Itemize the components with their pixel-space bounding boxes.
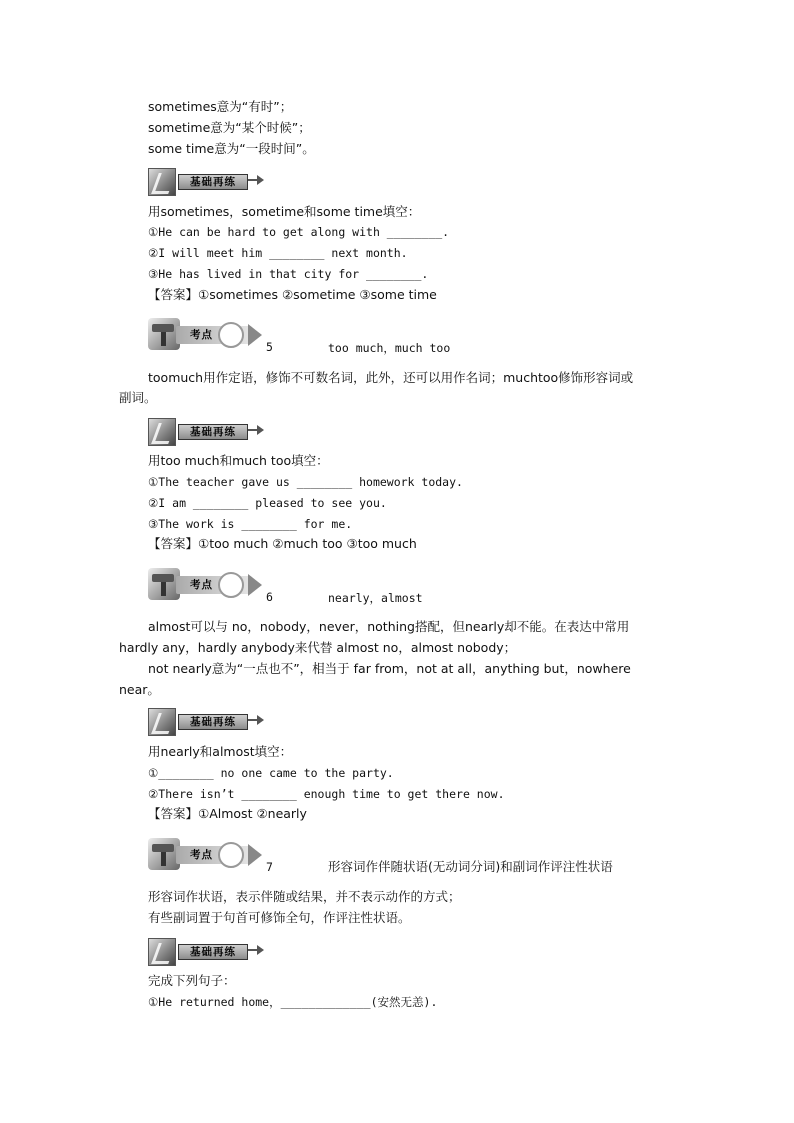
basic-practice-banner	[148, 708, 264, 736]
exercise-instruction: 用nearly和almost填空：	[148, 744, 293, 759]
intro-line-3: some time意为“一段时间”。	[148, 141, 315, 156]
answer-line: 【答案】①too much ②much too ③too much	[148, 536, 417, 551]
kaodian-banner	[148, 838, 268, 874]
arrow-icon	[248, 429, 258, 431]
arrow-icon	[248, 324, 262, 346]
arrow-icon	[248, 949, 258, 951]
exercise-item: ③The work is ________ for me.	[148, 517, 353, 531]
answer-line: 【答案】①Almost ②nearly	[148, 806, 307, 821]
point-number: 7	[266, 860, 273, 874]
exercise-instruction: 用too much和much too填空：	[148, 453, 329, 468]
point-desc: toomuch用作定语，修饰不可数名词，此外，还可以用作名词；muchtoo修饰形容词或	[148, 370, 634, 385]
kaodian-label: 考点	[190, 579, 213, 591]
exercise-item: ①The teacher gave us ________ homework today.	[148, 475, 463, 489]
banner-label: 基础再练	[178, 714, 248, 730]
quill-icon	[148, 938, 176, 966]
point-number: 6	[266, 590, 273, 604]
intro-line-2: sometime意为“某个时候”；	[148, 120, 311, 135]
exercise-item: ②I am ________ pleased to see you.	[148, 496, 387, 510]
banner-label: 基础再练	[178, 944, 248, 960]
point-title: nearly，almost	[328, 591, 423, 605]
arrow-icon	[248, 574, 262, 596]
point-number: 5	[266, 340, 273, 354]
arrow-icon	[248, 719, 258, 721]
answer-line: 【答案】①sometimes ②sometime ③some time	[148, 287, 437, 302]
exercise-item: ①He can be hard to get along with ________.	[148, 225, 450, 239]
basic-practice-banner	[148, 418, 264, 446]
point-desc: 有些副词置于句首可修饰全句，作评注性状语。	[148, 910, 411, 925]
quill-icon	[148, 418, 176, 446]
exercise-item: ①________ no one came to the party.	[148, 766, 394, 780]
point-desc: 副词。	[119, 390, 157, 405]
arrow-icon	[248, 844, 262, 866]
exercise-instruction: 用sometimes，sometime和some time填空：	[148, 204, 421, 219]
banner-label: 基础再练	[178, 174, 248, 190]
arrow-icon	[248, 179, 258, 181]
exercise-item: ③He has lived in that city for ________.	[148, 267, 429, 281]
exercise-item: ②I will meet him ________ next month.	[148, 246, 408, 260]
kaodian-label: 考点	[190, 329, 213, 341]
point-desc: 形容词作状语，表示伴随或结果，并不表示动作的方式；	[148, 889, 461, 904]
point-desc: near。	[119, 682, 160, 697]
basic-practice-banner	[148, 938, 264, 966]
kaodian-banner	[148, 568, 268, 604]
intro-line-1: sometimes意为“有时”；	[148, 99, 293, 114]
point-title: 形容词作伴随状语(无动词分词)和副词作评注性状语	[328, 859, 613, 874]
point-desc: almost可以与 no，nobody，never，nothing搭配，但nearly却不能。在表达中常用	[148, 619, 630, 634]
kaodian-label: 考点	[190, 849, 213, 861]
banner-label: 基础再练	[178, 424, 248, 440]
exercise-instruction: 完成下列句子：	[148, 973, 236, 988]
point-desc: hardly any，hardly anybody来代替 almost no，almost nobody；	[119, 640, 517, 655]
quill-icon	[148, 168, 176, 196]
point-title: too much，much too	[328, 341, 451, 355]
basic-practice-banner	[148, 168, 264, 196]
kaodian-banner	[148, 318, 268, 354]
quill-icon	[148, 708, 176, 736]
exercise-item: ②There isn’t ________ enough time to get there now.	[148, 787, 505, 801]
point-desc: not nearly意为“一点也不”，相当于 far from，not at all，anything but，nowhere	[148, 661, 631, 676]
exercise-item: ①He returned home，_____________(安然无恙).	[148, 995, 438, 1009]
